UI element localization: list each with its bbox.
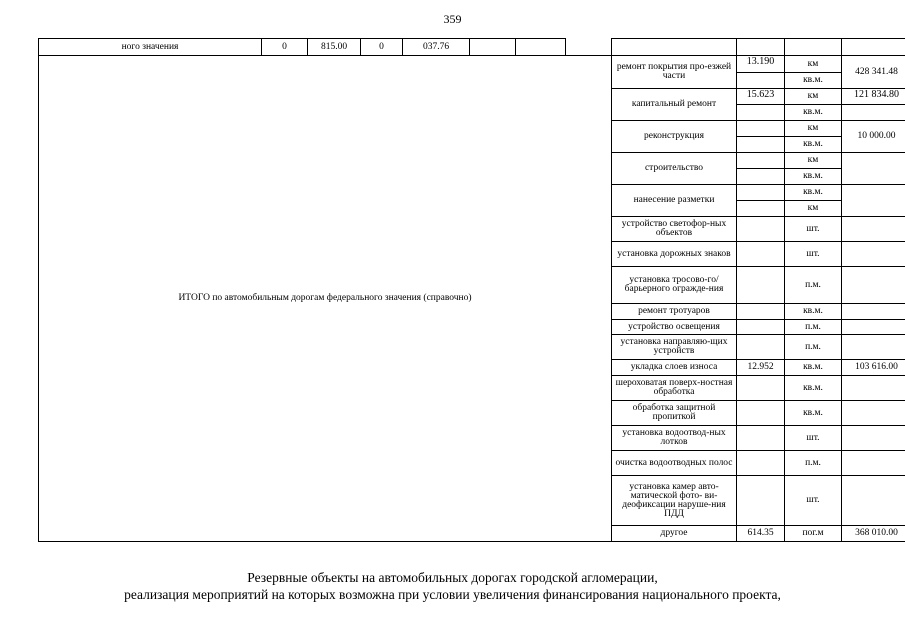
unit: шт. [785,242,842,267]
amount [842,217,905,242]
row-label-continued: ного значения [39,39,262,56]
unit: км [785,153,842,169]
work-type: установка водоотвод-ных лотков [612,426,737,451]
amount [842,304,905,320]
quantity: 614.35 [737,526,785,542]
amount: 428 341.48 [842,56,905,89]
amount: 121 834.80 [842,89,905,105]
value-cell: 0 [361,39,403,56]
page-number: 359 [443,12,462,26]
amount [842,153,905,185]
unit: кв.м. [785,376,842,401]
quantity [737,105,785,121]
amount: 368 010.00 [842,526,905,542]
unit: кв.м. [785,169,842,185]
empty-cell [785,39,842,56]
quantity [737,169,785,185]
amount [842,185,905,217]
amount [842,376,905,401]
work-type: установка направляю-щих устройств [612,335,737,360]
empty-cell [737,39,785,56]
empty-cell [842,39,905,56]
amount [842,426,905,451]
unit: кв.м. [785,105,842,121]
quantity: 15.623 [737,89,785,105]
work-type: другое [612,526,737,542]
work-type: шероховатая поверх-ностная обработка [612,376,737,401]
amount [842,476,905,526]
road-works-table [38,38,905,542]
value-cell: 815.00 [308,39,361,56]
quantity [737,426,785,451]
unit: км [785,121,842,137]
work-type: обработка защитной пропиткой [612,401,737,426]
work-type: укладка слоев износа [612,360,737,376]
amount [842,320,905,335]
amount: 10 000.00 [842,121,905,153]
empty-cell [516,39,566,56]
quantity [737,320,785,335]
quantity [737,267,785,304]
work-type: установка тросово-го/барьерного огражде-ния [612,267,737,304]
empty-cell [470,39,516,56]
quantity [737,476,785,526]
quantity [737,185,785,201]
unit: кв.м. [785,137,842,153]
amount [842,335,905,360]
quantity [737,137,785,153]
unit: км [785,201,842,217]
gap-cell [566,39,612,56]
quantity [737,153,785,169]
footer-line-2: реализация мероприятий на которых возможна при условии увеличения финансирования национального проекта, [124,587,781,602]
unit: км [785,89,842,105]
work-type: установка камер авто-матической фото- ви-деофиксации наруше-ния ПДД [612,476,737,526]
work-type: строительство [612,153,737,185]
value-cell: 037.76 [403,39,470,56]
quantity [737,376,785,401]
unit: кв.м. [785,304,842,320]
amount: 103 616.00 [842,360,905,376]
amount [842,242,905,267]
unit: п.м. [785,451,842,476]
amount [842,451,905,476]
unit: шт. [785,217,842,242]
work-type: устройство освещения [612,320,737,335]
quantity [737,335,785,360]
unit: п.м. [785,320,842,335]
quantity: 12.952 [737,360,785,376]
unit: п.м. [785,267,842,304]
unit: км [785,56,842,73]
work-type: очистка водоотводных полос [612,451,737,476]
unit: шт. [785,476,842,526]
unit: кв.м. [785,360,842,376]
amount [842,105,905,121]
unit: кв.м. [785,73,842,89]
amount [842,267,905,304]
work-type: нанесение разметки [612,185,737,217]
unit: пог.м [785,526,842,542]
amount [842,401,905,426]
quantity [737,401,785,426]
unit: кв.м. [785,401,842,426]
unit: п.м. [785,335,842,360]
quantity [737,451,785,476]
work-type: ремонт покрытия про-езжей части [612,56,737,89]
work-type: реконструкция [612,121,737,153]
quantity [737,304,785,320]
quantity [737,201,785,217]
footer-line-1: Резервные объекты на автомобильных дорогах городской агломерации, [247,570,658,585]
work-type: капитальный ремонт [612,89,737,121]
table-row [39,39,905,56]
total-federal-label: ИТОГО по автомобильным дорогам федерального значения (справочно) [39,56,612,542]
quantity [737,121,785,137]
work-type: установка дорожных знаков [612,242,737,267]
empty-cell [612,39,737,56]
work-type: ремонт тротуаров [612,304,737,320]
table-row [39,56,905,73]
quantity [737,242,785,267]
value-cell: 0 [262,39,308,56]
unit: шт. [785,426,842,451]
work-type: устройство светофор-ных объектов [612,217,737,242]
unit: кв.м. [785,185,842,201]
quantity: 13.190 [737,56,785,73]
quantity [737,73,785,89]
quantity [737,217,785,242]
